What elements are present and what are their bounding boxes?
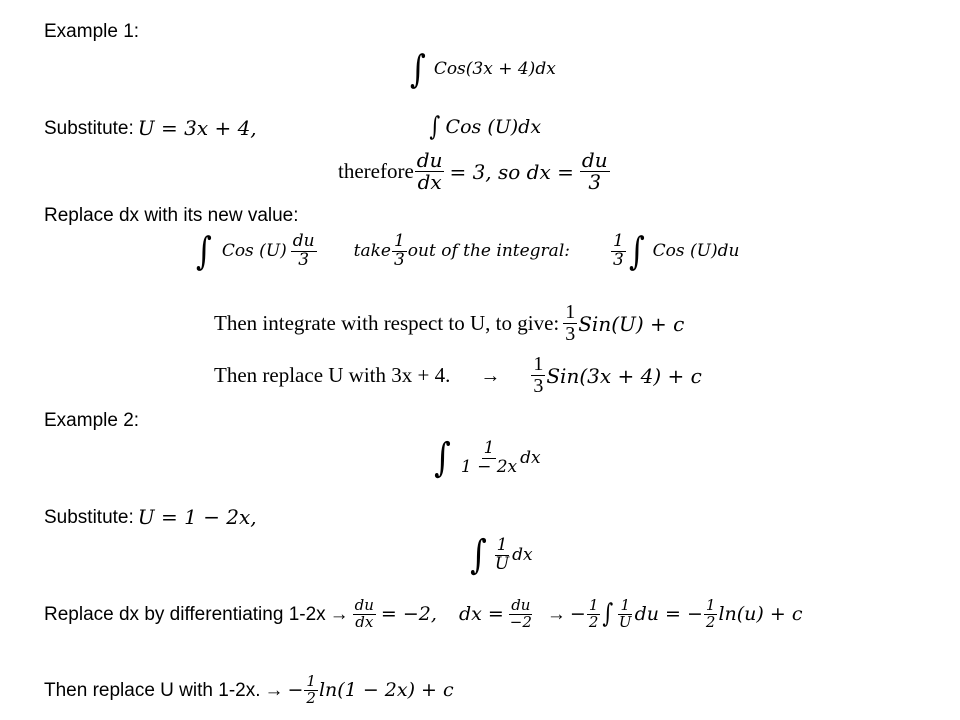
fraction-numerator: 1 (533, 353, 544, 375)
substitution-equation: U = 3x + 4, (137, 116, 257, 140)
integrate-text: Then integrate with respect to U, to give: (214, 311, 560, 335)
fraction-denominator: dx (355, 612, 374, 631)
equals-neg-two: = −2, (380, 602, 437, 625)
example-1-heading: Example 1: (44, 21, 140, 42)
minus-sign: − (569, 602, 586, 625)
one-half-fraction (587, 598, 601, 631)
integral-sign: ∫ (602, 599, 614, 630)
therefore-word: therefore (338, 159, 414, 183)
final-result-2: ln(1 − 2x) + c (318, 678, 454, 701)
dx-equals: dx = (458, 602, 504, 625)
out-of-integral-text: out of the integral: (407, 240, 570, 261)
one-over-u-fraction (617, 598, 634, 631)
replace-u-text: Then replace U with 3x + 4. (214, 363, 451, 387)
du-over-three-fraction (580, 150, 610, 193)
integral-sign: ∫ (429, 112, 441, 142)
integral-sign: ∫ (470, 532, 487, 578)
ln-u-plus-c: ln(u) + c (718, 602, 803, 625)
integral-sign: ∫ (409, 47, 426, 91)
fraction-numerator: 1 (588, 596, 599, 614)
fraction-denominator: 2 (588, 612, 599, 631)
arrow-icon: → (264, 679, 284, 701)
substitution-equation: U = 1 − 2x, (137, 505, 257, 529)
then-replace-label: Then replace U with 1-2x. (44, 679, 261, 701)
substitute-label: Substitute: (44, 506, 134, 528)
replace-dx-label: Replace dx by differentiating 1-2x (44, 603, 326, 625)
du-equals-minus: du = − (634, 602, 703, 625)
final-result-1: Sin(3x + 4) + c (546, 363, 702, 388)
one-over-one-minus-2x-fraction (459, 437, 519, 477)
substitution-line-1 (44, 118, 257, 138)
differentiate-line (44, 598, 802, 631)
dx-text: dx (520, 447, 541, 468)
fraction-numerator: du (292, 230, 315, 251)
fraction-numerator: du (581, 148, 608, 172)
one-third-fraction (531, 354, 545, 397)
fraction-numerator: 1 (612, 230, 624, 251)
derivative-line-1 (338, 150, 611, 193)
du-over-three-fraction (291, 230, 317, 270)
cos-u: Cos (U) (221, 240, 287, 261)
fraction-numerator: 1 (620, 596, 631, 614)
fraction-denominator: 3 (588, 170, 602, 194)
example-2-heading: Example 2: (44, 410, 140, 431)
fraction-denominator: 3 (533, 375, 544, 397)
arrow-icon: → (546, 603, 566, 625)
fraction-denominator: 3 (393, 249, 405, 270)
equals-three-so-dx: = 3, so dx = (449, 159, 574, 184)
sin-u-plus-c: Sin(U) + c (578, 311, 685, 336)
take-text: take (353, 240, 391, 261)
arrow-icon: → (329, 603, 349, 625)
fraction-denominator: 2 (306, 688, 316, 707)
substitute-label: Substitute: (44, 117, 134, 139)
cos-u-du: Cos (U)du (652, 240, 740, 261)
one-over-u-fraction (493, 534, 511, 574)
fraction-denominator: dx (417, 170, 442, 194)
replaced-integral-line (194, 229, 740, 273)
arrow-icon: → (480, 364, 501, 387)
du-over-neg2-fraction (508, 598, 534, 631)
integral-sign: ∫ (434, 435, 451, 481)
one-third-fraction (611, 230, 626, 270)
one-half-fraction (304, 674, 318, 707)
example-2-integral (432, 435, 541, 481)
fraction-denominator: U (618, 612, 632, 631)
fraction-numerator: du (354, 596, 374, 614)
one-third-fraction (563, 302, 577, 345)
fraction-denominator: 2 (705, 612, 716, 631)
substitution-line-2 (44, 507, 257, 527)
fraction-numerator: 1 (483, 437, 495, 458)
fraction-denominator: U (494, 553, 510, 574)
integrate-line (214, 302, 684, 345)
minus-sign: − (287, 678, 304, 701)
replace-dx-label: Replace dx with its new value: (44, 205, 299, 226)
du-dx-fraction (353, 598, 376, 631)
fraction-numerator: 1 (705, 596, 716, 614)
substituted-integral (428, 114, 541, 140)
substituted-integrand: Cos (U)dx (445, 115, 542, 138)
one-third-fraction (392, 230, 407, 270)
example-1-integral (408, 47, 556, 91)
fraction-denominator: 3 (298, 249, 310, 270)
integral-sign: ∫ (195, 229, 212, 273)
fraction-denominator: 3 (565, 323, 576, 345)
fraction-numerator: du (511, 596, 531, 614)
fraction-numerator: du (416, 148, 443, 172)
du-dx-fraction (415, 150, 445, 193)
fraction-numerator: 1 (306, 672, 316, 690)
fraction-numerator: 1 (565, 301, 576, 323)
dx-text: dx (512, 544, 533, 565)
fraction-denominator: −2 (509, 612, 532, 631)
integral-sign: ∫ (628, 229, 645, 273)
final-line-2 (44, 674, 454, 707)
fraction-numerator: 1 (393, 230, 405, 251)
substituted-integral-2 (468, 532, 533, 578)
one-half-fraction (704, 598, 718, 631)
fraction-numerator: 1 (496, 534, 508, 555)
fraction-denominator: 1 − 2x (460, 456, 518, 477)
integrand: Cos(3x + 4)dx (433, 58, 556, 79)
fraction-denominator: 3 (612, 249, 624, 270)
replace-u-line (214, 354, 702, 397)
